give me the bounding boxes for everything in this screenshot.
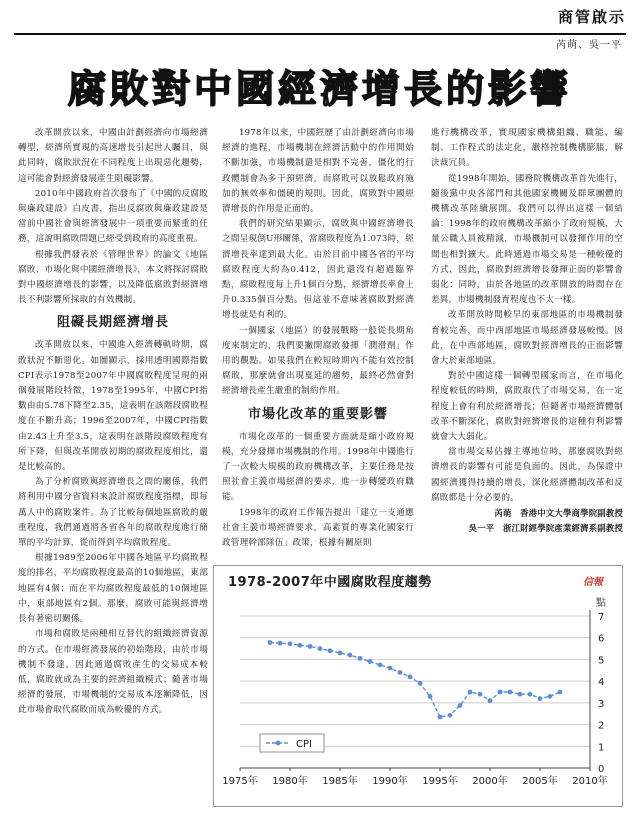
y-tick-label: 1 [598, 742, 605, 754]
x-tick-label: 1985年 [322, 776, 358, 787]
y-tick-label: 0 [598, 764, 605, 775]
paragraph: 2010年中國政府首次發布了《中國的反腐敗與廉政建設》白皮書，指出反腐敗與廉政建設是當前中國社會與經濟發展中一項重要而緊重的任務，這說明腐敗問題已經受到政府的高度重視。 [18, 188, 208, 245]
cpi-data-point [298, 643, 303, 648]
cpi-data-point [388, 666, 393, 671]
cpi-data-point [348, 653, 353, 658]
cpi-data-point [468, 690, 473, 695]
cpi-data-point [338, 651, 343, 656]
paragraph: 為了分析腐敗與經濟增長之間的關係，我們將利用中國分省資料來設計腐敗程度指標，即每萬人中的腐敗案件。為了比較每個地區腐敗的嚴重程度，我們通過將各省各年的腐敗程度進行簡單的平均計算，從而得到平均腐敗程度。 [18, 477, 208, 549]
y-tick-label: 6 [598, 633, 605, 645]
section-heading: 阻礙長期經濟增長 [56, 315, 169, 331]
cpi-data-point [428, 694, 433, 699]
paragraph: 市場和腐敗是兩種相互替代的組織經濟資源的方式。在市場經濟發展的初始階段，由於市場機制不發達，因此通過腐敗產生的交易成本較低，腐敗就成為主要的經濟組織模式；隨著市場經濟的發展，市場機制的交易成本逐漸降低，因此市場會取代腐敗而成為較優的方式。 [18, 629, 208, 716]
x-tick-label: 1990年 [372, 776, 408, 787]
cpi-data-point [438, 715, 443, 720]
cpi-data-point [448, 713, 453, 718]
cpi-data-point [528, 692, 533, 697]
author-byline: 芮萌、吳一平 [556, 40, 622, 51]
cpi-data-point [318, 646, 323, 651]
y-tick-label: 3 [598, 698, 605, 710]
y-tick-label: 7 [598, 612, 605, 623]
article-column-2 [222, 126, 414, 551]
cpi-data-point [508, 690, 513, 695]
author-signature: 芮萌 香港中文大學商學院副教授 [494, 508, 623, 519]
cpi-data-point [328, 648, 333, 653]
paragraph: 當市場交易佔據主導地位時，那麼腐敗對經濟增長的影響有可能是負面的。因此，為保證中國經濟獲得持續的增長，深化經濟體制改革和反腐敗都是十分必要的。 [431, 447, 623, 503]
cpi-data-point [418, 681, 423, 686]
paragraph: 我們的研究結果顯示，腐敗與中國經濟增長之間呈現倒U形關係，當腐敗程度為1.073時，經濟增長率達到最大化。由於目前中國各省的平均腐敗程度大約為0.412，因此還沒有超過臨界點，腐敗程度每上升1個百分點，經濟增長率會上升0.335個百分點。但這並不意味著腐敗對經濟增長就是有利的。 [222, 219, 414, 321]
legend-label: CPI [296, 739, 312, 750]
cpi-data-point [278, 641, 283, 646]
paragraph: 根據我們發表於《管理世界》的論文《地區腐敗、市場化與中國經濟增長》，本文將探討腐敗對中國經濟增長的影響，以及降低腐敗對經濟增長不利影響所採取的有效機制。 [18, 249, 208, 306]
header-rule [14, 33, 626, 35]
cpi-data-point [308, 644, 313, 649]
y-tick-label: 5 [598, 655, 605, 667]
cpi-data-point [518, 692, 523, 697]
cpi-data-point [488, 698, 493, 703]
paragraph: 從1998年開始，國務院機構改革首先進行，隨後黨中央各部門和其他國家機關及群眾團體的機構改革陸續展開。我們可以得出這樣一個結論：1998年的政府機構改革縮小了政府規模，大量公職人員被精減，市場機制可以發揮作用的空間也相對擴大。此時通過市場交易是一種較優的方式，因此，腐敗對經濟增長發揮正面的影響會弱化；同時，由於各地區的改革開放的時間存在差異，市場機制發育程度也不太一樣。 [431, 173, 623, 306]
x-tick-label: 2010年 [572, 776, 608, 787]
section-title: 商管啟示 [557, 8, 626, 26]
y-tick-label: 2 [598, 720, 605, 732]
cpi-data-point [378, 662, 383, 667]
x-tick-label: 1980年 [272, 776, 308, 787]
section-heading: 市場化改革的重要影響 [247, 406, 388, 422]
paragraph: 改革開放以來，中國進入經濟轉軌時期，腐敗狀況不斷惡化。如圖顯示，採用透明國際指數CPI表示1978至2007年中國腐敗程度呈現的兩個發展階段特徵，1978至1995年，中國CPI指數由由5.78下降至2.35，這表明在該階段腐敗程度在不斷升高；1996至2007年，中國CPI指數由2.43上升至3.5，這表明在該階段腐敗程度有所下降，但與改革開放初期的腐敗程度相比，還是比較高的。 [18, 340, 208, 473]
article-title: 腐敗對中國經濟增長的影響 [67, 67, 572, 111]
article-column-1 [18, 126, 208, 719]
paragraph: 改革開放以來，中國由計劃經濟向市場經濟轉型，經濟所實現的高速增長引起世人矚目，與此同時，腐敗狀況在不同程度上出現惡化趨勢，這可能會對經濟發展產生阻礙影響。 [18, 128, 208, 184]
paragraph: 對於中國這樣一個轉型國家而言，在市場化程度較低的時期，腐敗取代了市場交易，在一定程度上會有利於經濟增長；但隨著市場經濟體制改革不斷深化，腐敗對經濟增長的這種有利影響就會大大弱化。 [431, 371, 623, 443]
cpi-data-point [358, 656, 363, 661]
paragraph: 根據1989至2006年中國各地區平均腐敗程度的排名，平均腐敗程度最高的10個地區，東部地區有4個；而在平均腐敗程度最低的10個地區中，東部地區有2個。那麼，腐敗可能與經濟增長有著密切關係。 [18, 553, 208, 625]
x-tick-label: 1975年 [222, 776, 258, 787]
cpi-data-point [288, 641, 293, 646]
cpi-data-point [398, 670, 403, 675]
cpi-data-point [548, 694, 553, 699]
cpi-data-point [478, 692, 483, 697]
paragraph: 市場化改革的一個重要方面就是縮小政府規模，充分發揮市場機制的作用。1998年中國進行了一次較大規模的政府機構改革，主要任務是按照社會主義市場經濟的要求，進一步轉變政府職能。 [222, 431, 414, 503]
cpi-data-point [538, 696, 543, 701]
paragraph: 改革開放時間較早的東部地區的市場機制發育較完善，而中西部地區市場經濟發展較慢。因此，在中西部地區，腐敗對經濟增長的正面影響會大於東部地區。 [431, 310, 623, 367]
x-tick-label: 2000年 [472, 776, 508, 787]
cpi-data-point [268, 640, 273, 645]
cpi-series-line [270, 642, 560, 716]
paragraph: 一個國家（地區）的發展戰略一般從長期角度來制定的，我們要撇開腐敗發揮「潤滑劑」作用的觀點。如果我們在較短時期內不能有效控制腐敗，那麼就會出現戛延的趨勢，最終必然會對經濟增長產生嚴重的制約作用。 [222, 325, 414, 397]
paragraph: 1998年的政府工作報告提出「建立一支通應社會主義市場經濟要求，高素質的專業化國家行政管理幹部隊伍」政策，根據有關原則 [222, 507, 414, 549]
cpi-line-chart [214, 592, 620, 804]
author-signature: 吳一平 浙江財經學院產業經濟系副教授 [468, 523, 623, 534]
legend-marker [276, 741, 281, 746]
x-tick-label: 1995年 [422, 776, 458, 787]
newspaper-logo: 信報 [583, 577, 603, 588]
cpi-data-point [458, 703, 463, 708]
x-tick-label: 2005年 [522, 776, 558, 787]
paragraph: 1978年以來，中國經歷了由計劃經濟向市場經濟的進程，市場機制在經濟活動中的作用開始不斷加強，市場機制還是相對不完善，僵化的行政體制會為多干預經濟，而腐敗可以放鬆政府施加的無效率和僵硬的規則。因此，腐敗對中國經濟增長的作用是正面的。 [222, 128, 414, 215]
article-column-3 [431, 126, 623, 536]
cpi-data-point [498, 690, 503, 695]
paragraph: 進行機構改革，實現國家機構組織、職能、編制、工作程式的法定化，嚴格控制機構膨脹，解決裁冗員。 [431, 128, 623, 169]
cpi-data-point [558, 690, 563, 695]
chart-title: 1978-2007年中國腐敗程度趨勢 [228, 575, 432, 590]
cpi-data-point [368, 659, 373, 664]
cpi-data-point [408, 674, 413, 679]
y-axis-unit-label: 點 [596, 598, 606, 609]
y-tick-label: 4 [598, 677, 605, 689]
